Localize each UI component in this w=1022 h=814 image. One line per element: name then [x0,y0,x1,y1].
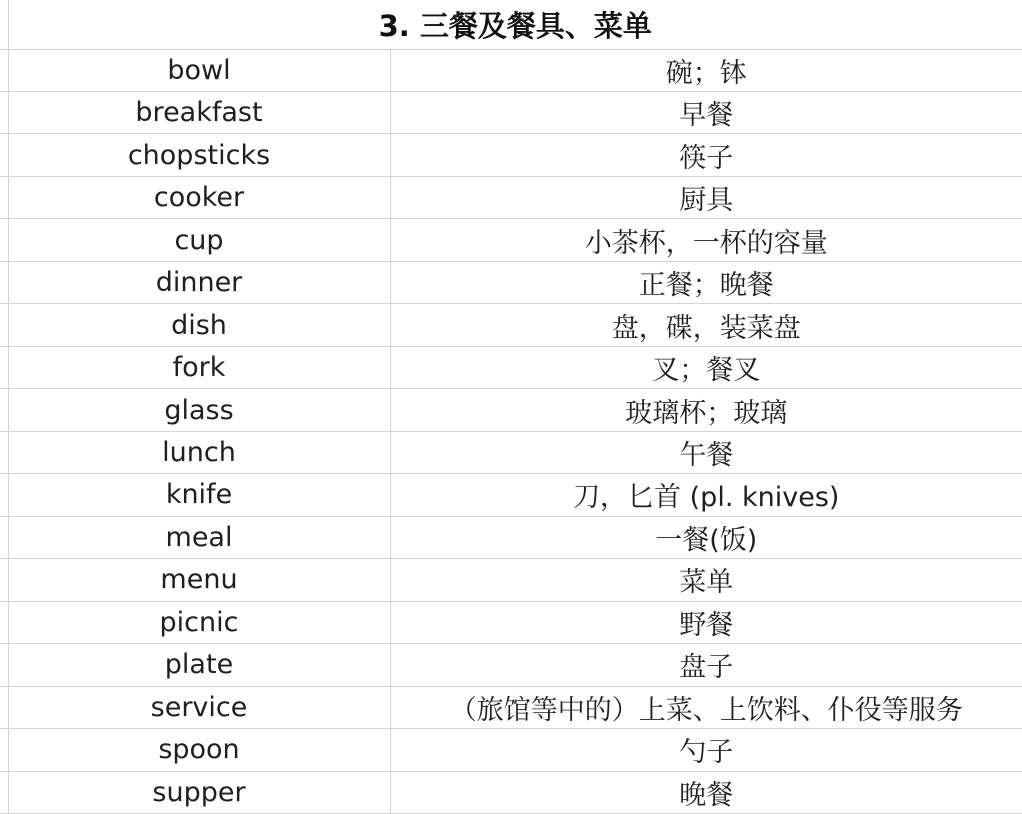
row-margin-cell [0,474,8,516]
row-margin-cell [0,686,8,728]
chinese-meaning-cell: 晚餐 [390,771,1022,814]
chinese-meaning-cell: 小茶杯，一杯的容量 [390,219,1022,261]
table-row [0,686,1022,728]
table-row [0,134,1022,176]
chinese-meaning-cell: 盘，碟，装菜盘 [390,304,1022,346]
chinese-meaning-cell: 厨具 [390,176,1022,218]
row-margin-cell [0,389,8,431]
row-margin-cell [0,92,8,134]
english-word-cell: spoon [8,729,390,771]
chinese-meaning-cell: 玻璃杯；玻璃 [390,389,1022,431]
chinese-meaning-cell: 一餐(饭) [390,516,1022,558]
row-margin-cell [0,516,8,558]
table-row [0,346,1022,388]
row-margin-cell [0,134,8,176]
table-row [0,261,1022,303]
row-margin-cell [0,431,8,473]
row-margin-cell [0,0,8,49]
chinese-meaning-cell: 正餐；晚餐 [390,261,1022,303]
row-margin-cell [0,346,8,388]
english-word-cell: meal [8,516,390,558]
chinese-meaning-cell: 野餐 [390,601,1022,643]
row-margin-cell [0,644,8,686]
english-word-cell: menu [8,559,390,601]
table-row [0,176,1022,218]
table-row [0,219,1022,261]
table-row [0,516,1022,558]
english-word-cell: picnic [8,601,390,643]
table-row [0,729,1022,771]
chinese-meaning-cell: 刀，匕首 (pl. knives) [390,474,1022,516]
english-word-cell: dinner [8,261,390,303]
english-word-cell: cup [8,219,390,261]
english-word-cell: supper [8,771,390,814]
english-word-cell: plate [8,644,390,686]
table-row [0,431,1022,473]
sheet-title: 3. 三餐及餐具、菜单 [8,0,1022,49]
english-word-cell: dish [8,304,390,346]
english-word-cell: breakfast [8,92,390,134]
row-margin-cell [0,304,8,346]
chinese-meaning-cell: 叉；餐叉 [390,346,1022,388]
row-margin-cell [0,49,8,91]
table-row [0,304,1022,346]
row-margin-cell [0,771,8,814]
row-margin-cell [0,601,8,643]
row-margin-cell [0,261,8,303]
english-word-cell: cooker [8,176,390,218]
english-word-cell: lunch [8,431,390,473]
chinese-meaning-cell: 勺子 [390,729,1022,771]
english-word-cell: bowl [8,49,390,91]
table-row [0,49,1022,91]
table-row [0,474,1022,516]
chinese-meaning-cell: （旅馆等中的）上菜、上饮料、仆役等服务 [390,686,1022,728]
table-row [0,771,1022,814]
table-row [0,601,1022,643]
english-word-cell: service [8,686,390,728]
table-row [0,389,1022,431]
chinese-meaning-cell: 筷子 [390,134,1022,176]
english-word-cell: chopsticks [8,134,390,176]
english-word-cell: fork [8,346,390,388]
chinese-meaning-cell: 午餐 [390,431,1022,473]
row-margin-cell [0,219,8,261]
row-margin-cell [0,176,8,218]
english-word-cell: knife [8,474,390,516]
chinese-meaning-cell: 碗；钵 [390,49,1022,91]
row-margin-cell [0,559,8,601]
table-row [0,559,1022,601]
english-word-cell: glass [8,389,390,431]
table-row [0,92,1022,134]
table-row [0,644,1022,686]
title-row [0,0,1022,49]
chinese-meaning-cell: 盘子 [390,644,1022,686]
row-margin-cell [0,729,8,771]
chinese-meaning-cell: 早餐 [390,92,1022,134]
chinese-meaning-cell: 菜单 [390,559,1022,601]
